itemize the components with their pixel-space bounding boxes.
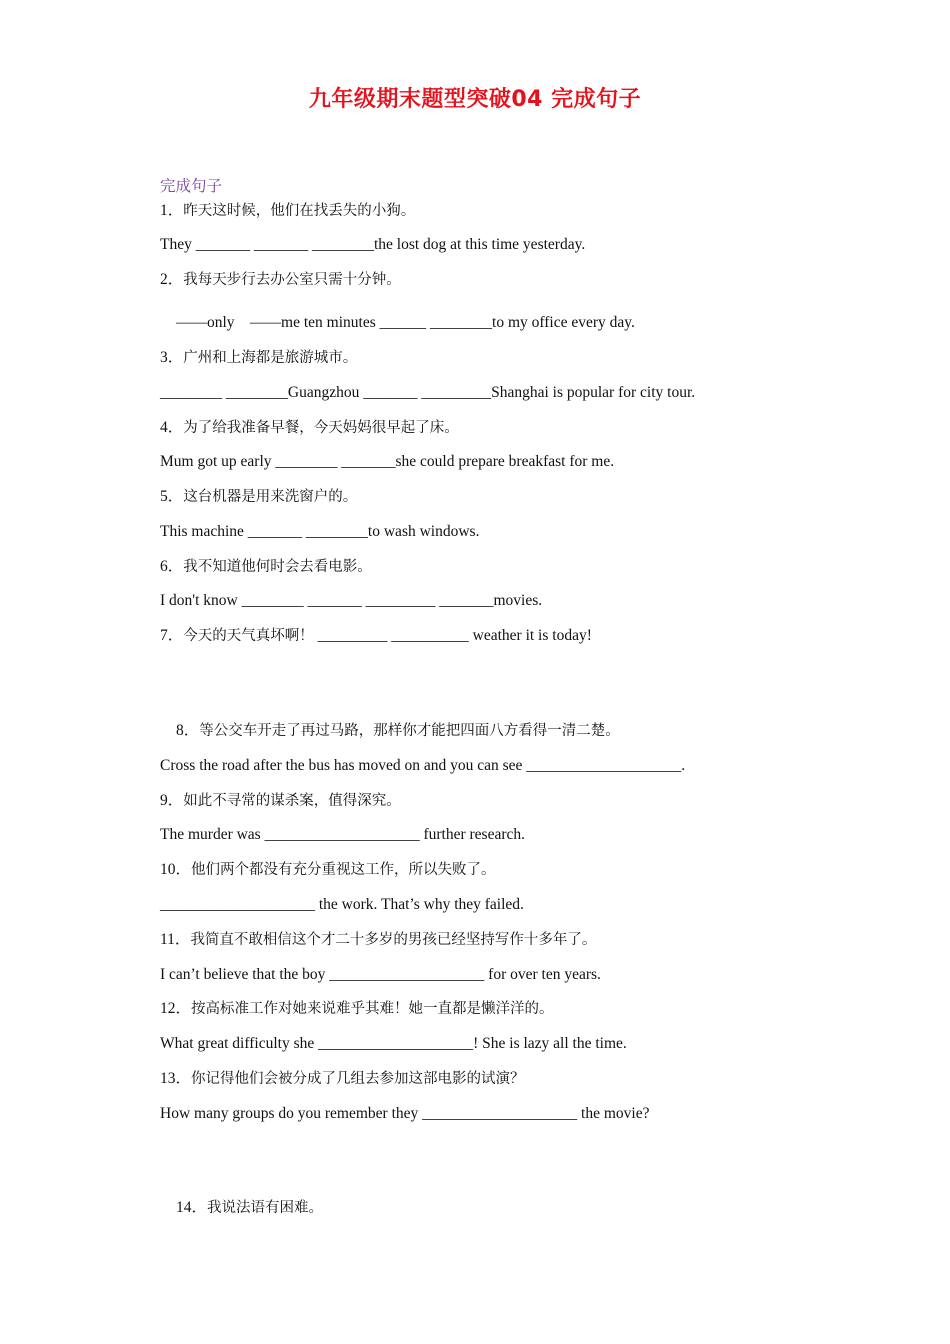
section-heading: 完成句子 [160,177,223,195]
question-11-cn: 11．我简直不敢相信这个才二十多岁的男孩已经坚持写作十多年了。 [160,931,597,948]
question-5-en: This machine _______ ________to wash windows. [160,523,480,540]
question-6-en: I don't know ________ _______ _________ _______movies. [160,592,543,609]
question-12-cn: 12．按高标准工作对她来说难乎其难！她一直都是懒洋洋的。 [160,1000,554,1017]
question-8-cn: 8．等公交车开走了再过马路，那样你才能把四面八方看得一清二楚。 [176,722,620,739]
question-2-en: ——only ——me ten minutes ______ ________to my office every day. [176,314,635,331]
question-5-cn: 5．这台机器是用来洗窗户的。 [160,488,358,505]
question-1-en: They _______ _______ ________the lost dog at this time yesterday. [160,236,586,253]
question-7: 7．今天的天气真坏啊！ _________ __________ weather it is today! [160,627,592,644]
page-title: 九年级期末题型突破04 完成句子 [308,87,642,112]
question-9-cn: 9．如此不寻常的谋杀案，值得深究。 [160,792,401,809]
question-1-cn: 1．昨天这时候，他们在找丢失的小狗。 [160,202,416,219]
question-3-cn: 3．广州和上海都是旅游城市。 [160,349,358,366]
question-12-en: What great difficulty she ____________________! She is lazy all the time. [160,1035,627,1052]
question-8-en: Cross the road after the bus has moved on and you can see ____________________. [160,757,686,774]
question-10-en: ____________________ the work. That’s why they failed. [160,896,524,913]
question-10-cn: 10．他们两个都没有充分重视这工作，所以失败了。 [160,861,496,878]
question-4-en: Mum got up early ________ _______she could prepare breakfast for me. [160,453,615,470]
question-9-en: The murder was ____________________ further research. [160,826,526,843]
question-3-en: ________ ________Guangzhou _______ _________Shanghai is popular for city tour. [160,384,696,401]
question-13-cn: 13．你记得他们会被分成了几组去参加这部电影的试演？ [160,1070,525,1087]
question-11-en: I can’t believe that the boy ____________________ for over ten years. [160,966,601,983]
question-13-en: How many groups do you remember they ____________________ the movie? [160,1105,650,1122]
question-6-cn: 6．我不知道他何时会去看电影。 [160,558,372,575]
question-4-cn: 4．为了给我准备早餐，今天妈妈很早起了床。 [160,419,459,436]
question-14-cn: 14．我说法语有困难。 [176,1199,324,1216]
question-2-cn: 2．我每天步行去办公室只需十分钟。 [160,271,401,288]
